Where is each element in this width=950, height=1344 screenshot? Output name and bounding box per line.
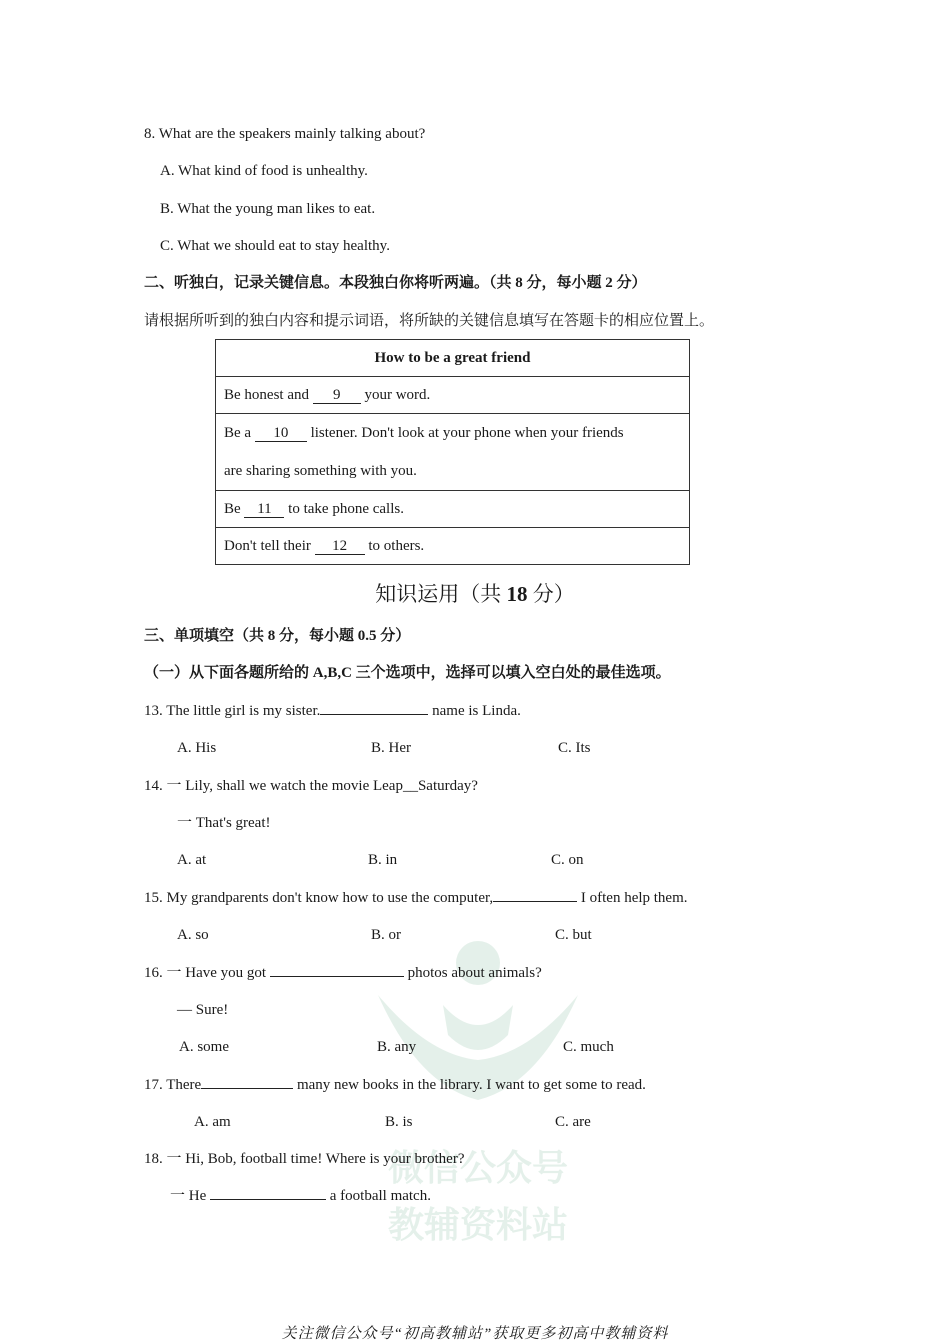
q13-option-c: C. Its [558,740,591,756]
part2-instruction: 请根据所听到的独白内容和提示词语，将所缺的关键信息填写在答题卡的相应位置上。 [144,313,715,329]
q15-option-b: B. or [371,927,401,943]
q16-option-a: A. some [179,1039,229,1055]
q14-reply: 一 That's great! [177,815,271,831]
answer-blank[interactable]: 12 [315,538,365,555]
table-row: Be a 10 listener. Don't look at your phone when your friends are sharing something with you. [216,414,690,491]
q17-option-c: C. are [555,1114,591,1130]
q14-option-c: C. on [551,852,584,868]
q14-option-a: A. at [177,852,207,868]
q8-option-b: B. What the young man likes to eat. [160,201,376,217]
answer-blank[interactable]: 11 [244,501,284,518]
answer-blank[interactable]: 10 [255,425,307,442]
table-row: Be 11 to take phone calls. [216,491,690,528]
q16-option-c: C. much [563,1039,614,1055]
q16-question: 16. 一 Have you got photos about animals? [144,965,542,981]
section-title: 知识运用（共 18 分） [375,582,575,606]
q18-reply: 一 He a football match. [170,1188,431,1204]
watermark-text-2: 教辅资料站 [387,1205,568,1246]
table-title: How to be a great friend [216,340,690,377]
answer-blank[interactable] [201,1088,293,1089]
q8-option-c: C. What we should eat to stay healthy. [160,238,390,254]
q8-question: 8. What are the speakers mainly talking about? [144,126,426,142]
footer-note: 关注微信公众号“初高教辅站”获取更多初高中教辅资料 [281,1326,669,1342]
answer-blank[interactable] [320,714,428,715]
answer-blank[interactable] [210,1199,326,1200]
watermark-text-1: 微信公众号 [387,1148,568,1189]
q15-option-c: C. but [555,927,592,943]
q13-option-a: A. His [177,740,217,756]
part3-heading: 三、单项填空（共 8 分，每小题 0.5 分） [144,628,411,644]
answer-blank[interactable]: 9 [313,387,361,404]
q16-option-b: B. any [377,1039,417,1055]
q8-option-a: A. What kind of food is unhealthy. [160,163,368,179]
part3-subheading: （一）从下面各题所给的 A,B,C 三个选项中，选择可以填入空白处的最佳选项。 [144,665,671,681]
answer-blank[interactable] [270,976,404,977]
table-row: Be honest and 9 your word. [216,377,690,414]
q13-question: 13. The little girl is my sister. name is Linda. [144,703,521,719]
q16-reply: — Sure! [177,1002,229,1018]
key-info-table [215,339,690,565]
q15-question: 15. My grandparents don't know how to use the computer, I often help them. [144,890,688,906]
q14-question: 14. 一 Lily, shall we watch the movie Leap__Saturday? [144,778,478,794]
q15-option-a: A. so [177,927,209,943]
q17-question: 17. There many new books in the library. I want to get some to read. [144,1077,646,1093]
q17-option-a: A. am [194,1114,231,1130]
part2-heading: 二、听独白，记录关键信息。本段独白你将听两遍。（共 8 分，每小题 2 分） [144,275,647,291]
table-row: Don't tell their 12 to others. [216,528,690,565]
q17-option-b: B. is [385,1114,413,1130]
answer-blank[interactable] [493,901,577,902]
q18-question: 18. 一 Hi, Bob, football time! Where is your brother? [144,1151,465,1167]
q14-option-b: B. in [368,852,398,868]
q13-option-b: B. Her [371,740,411,756]
